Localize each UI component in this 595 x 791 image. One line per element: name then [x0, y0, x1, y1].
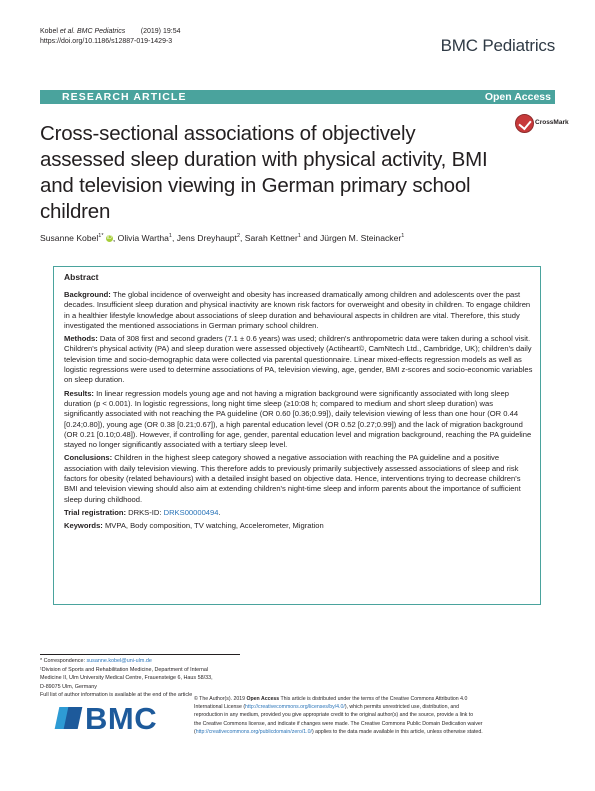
author-affiliation-sup: 1: [297, 233, 301, 240]
section-label: Results:: [64, 388, 94, 398]
journal-name: BMC Pediatrics: [440, 36, 555, 55]
abstract-box: [53, 266, 541, 605]
affiliation-line: Medicine II, Ulm University Medical Centre, Frauensteige 6, Haus 58/33,: [40, 675, 213, 681]
footnotes: [40, 657, 213, 700]
author-name: Susanne Kobel: [40, 233, 99, 243]
section-text: In linear regression models young age and not having a migration background were significantly associated with long sleep duration (p < 0.001). In logistic regressions, long night time sleep (≥10:08 h; compared to medium and short sleep duration) was significantly associated with not reaching the PA guideline (OR 0.60 [0.36;0.99]), daily television viewing of less than one hour (OR 0.44 [0.24;0.80]), young age (OR 0.38 [0.21;0.67]), a high parental education level (OR 0.52 [0.27;0.99]) and the lack of migration background (OR 0.21 [0.10;0.48]). However, if controlling for age, gender, parental education level and migration background, reaching the PA guideline stayed no longer significantly associated with a tertiary sleep level.: [64, 388, 532, 450]
license-text: International License (: [194, 704, 246, 711]
affiliation-line: ¹Division of Sports and Rehabilitation Medicine, Department of Internal: [40, 666, 209, 673]
open-access-label: Open Access: [484, 91, 551, 103]
affiliation-note: Full list of author information is available at the end of the article: [40, 692, 193, 698]
citation-year: (2019) 19:54: [140, 28, 181, 35]
abstract-keywords: [64, 521, 534, 531]
bmc-logo-text: BMC: [85, 701, 158, 736]
correspondence: [40, 657, 213, 666]
article-type-banner: [40, 90, 555, 104]
section-label: Keywords:: [64, 521, 103, 531]
author-name: , Olivia Wartha: [112, 233, 169, 243]
author-affiliation-sup: 1: [168, 233, 172, 240]
license-text: ) applies to the data made available in this article, unless otherwise stated.: [311, 728, 483, 735]
section-label: Background:: [64, 290, 111, 299]
crossmark-icon: [515, 114, 534, 133]
citation-header: [40, 27, 180, 47]
citation-journal: et al. BMC Pediatrics: [59, 28, 126, 35]
trial-link[interactable]: DRKS00000494: [163, 507, 219, 517]
article-title: Cross-sectional associations of objectively assessed sleep duration with physical activity, BMI and television viewing in German primary school children: [40, 122, 488, 223]
section-label: Trial registration:: [64, 507, 127, 517]
license-text: (: [194, 728, 196, 735]
affiliation-line: D-89075 Ulm, Germany: [40, 683, 97, 690]
orcid-icon[interactable]: iD: [107, 235, 112, 242]
section-text: MVPA, Body composition, TV watching, Accelerometer, Migration: [102, 521, 324, 531]
citation-authors: Kobel: [40, 28, 60, 35]
author-list: [40, 233, 404, 243]
abstract-background: [64, 290, 534, 331]
license-text: © The Author(s). 2019: [194, 696, 247, 702]
author-affiliation-sup: 1*: [98, 233, 104, 240]
section-text: Children in the highest sleep category showed a negative association with reaching the PA guideline and a positive association with daily television viewing. This therefore adds to previously primarily subjectively assessed associations of sleep and risk factors for obesity (related behaviours) with a detailed insight based on objective data. Hence, interventions trying to decrease children's BMI and television viewing should also aim at extending children's night-time sleep and inform parents about the importance of sufficient sleep during childhood.: [64, 453, 521, 504]
abstract-conclusions: [64, 453, 534, 504]
license-text: This article is distributed under the terms of the Creative Commons Attribution 4.0: [279, 696, 468, 702]
section-text: The global incidence of overweight and obesity has increased dramatically among children and adolescents over the past decades. Insufficient sleep duration and physical inactivity are known risk factors for overweight and obesity in children. To engage children in a healthier lifestyle knowledge about associations of sleep duration and behavioural aspects in children are vital. Therefore, this study investigated the mentioned associations in German primary school children.: [64, 290, 531, 330]
article-type: RESEARCH ARTICLE: [62, 91, 187, 103]
bmc-logo-mark: [64, 707, 83, 729]
crossmark-label: CrossMark: [535, 119, 569, 126]
correspondence-label: * Correspondence:: [40, 658, 87, 664]
abstract-trial-registration: [64, 508, 534, 518]
license-link[interactable]: http://creativecommons.org/licenses/by/4.0/: [245, 704, 345, 711]
section-text: Data of 308 first and second graders (7.1 ± 0.6 years) was used; children's anthropometric data were taken during a school visit. Children's physical activity (PA) and sleep duration were assessed objectively (Actiheart©, CamNtech Ltd., Cambridge, UK); children's daily television time and socio-demographic data were collected via parental questionnaire. Linear mixed-effects regression models as well as logistic regressions were used to determine associations of PA, television viewing, age, gender, BMI z-scores and socio-economic variables on sleep duration.: [64, 334, 533, 385]
abstract-heading: Abstract: [64, 272, 99, 282]
license-statement: [194, 695, 555, 736]
license-text: reproduction in any medium, provided you give appropriate credit to the original author(s) and the source, provide a link to: [194, 712, 474, 719]
section-text: DRKS-ID:: [126, 507, 164, 517]
author-name: , Jens Dreyhaupt: [171, 233, 237, 243]
doi-link[interactable]: https://doi.org/10.1186/s12887-019-1429-3: [40, 38, 173, 45]
license-text: the Creative Commons license, and indicate if changes were made. The Creative Commons Public Domain Dedication waiver: [194, 720, 483, 727]
author-affiliation-sup: 1: [401, 233, 405, 240]
footnote-divider: [40, 654, 240, 655]
section-label: Methods:: [64, 334, 98, 344]
author-name: and Jürgen M. Steinacker: [300, 233, 402, 243]
bmc-logo: [57, 698, 175, 738]
section-text: .: [218, 507, 221, 517]
crossmark-badge[interactable]: [513, 112, 569, 136]
public-domain-link[interactable]: http://creativecommons.org/publicdomain/zero/1.0/: [195, 728, 312, 735]
author-name: , Sarah Kettner: [240, 233, 298, 243]
section-label: Conclusions:: [64, 453, 113, 463]
correspondence-email[interactable]: susanne.kobel@uni-ulm.de: [86, 658, 152, 664]
license-open-access: Open Access: [246, 696, 280, 702]
abstract-body: [64, 290, 534, 535]
license-text: ), which permits unrestricted use, distribution, and: [344, 704, 459, 711]
author-affiliation-sup: 2: [236, 233, 241, 240]
abstract-methods: [64, 334, 534, 385]
abstract-results: [64, 389, 534, 451]
